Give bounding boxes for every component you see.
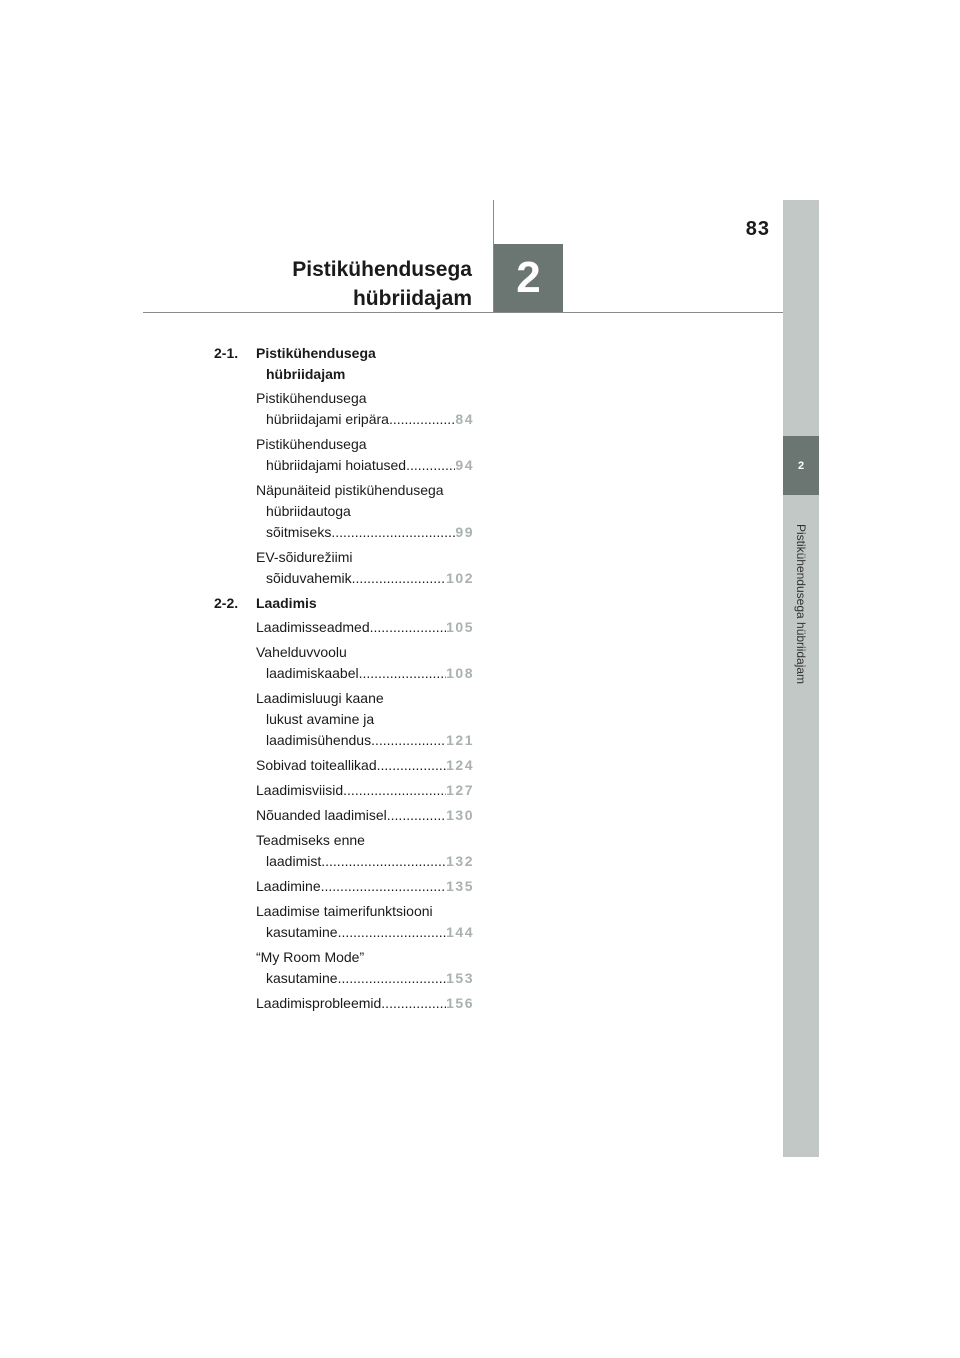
toc-entry[interactable]: [256, 876, 474, 897]
toc-leader-dots: [338, 922, 447, 943]
toc-entry[interactable]: [256, 642, 474, 684]
toc-entry-text: Laadimine: [256, 878, 321, 894]
toc-entry[interactable]: [256, 434, 474, 476]
toc-page-link[interactable]: 153: [446, 970, 474, 986]
toc-entry-line: hübriidautoga: [266, 503, 351, 519]
toc-page-link[interactable]: 124: [446, 757, 474, 773]
toc-entry-text: kasutamine: [266, 970, 338, 986]
page-number: 83: [745, 218, 770, 240]
toc-entry[interactable]: [256, 780, 474, 801]
toc-page-link[interactable]: 99: [455, 524, 474, 540]
toc-entry-text: kasutamine: [266, 924, 338, 940]
toc-entry-line: Laadimisluugi kaane: [256, 690, 384, 706]
toc-entry-leader-line: [256, 617, 474, 638]
toc-entry-leader-line: [256, 568, 474, 589]
toc-page-link[interactable]: 108: [446, 665, 474, 681]
side-tab-label: Pistikühendusega hübriidajam: [794, 523, 808, 685]
toc-entry-text: hübriidajami hoiatused: [266, 457, 407, 473]
toc-page-link[interactable]: 121: [446, 732, 474, 748]
toc-entry-leader-line: [256, 455, 474, 476]
side-tab-number[interactable]: 2: [783, 436, 819, 495]
toc-section: [214, 343, 474, 589]
toc-page-link[interactable]: 102: [446, 570, 474, 586]
toc-leader-dots: [406, 455, 455, 476]
toc-section: [214, 593, 474, 1014]
toc-entry[interactable]: [256, 480, 474, 543]
toc-page-link[interactable]: 132: [446, 853, 474, 869]
toc-leader-dots: [343, 780, 446, 801]
toc-entry-line: Pistikühendusega: [256, 436, 367, 452]
chapter-title-line1: Pistikühendusega: [292, 258, 472, 281]
toc-entry[interactable]: [256, 617, 474, 638]
toc-entry-leader-line: [256, 755, 474, 776]
toc-leader-dots: [352, 568, 447, 589]
toc-entry-text: Laadimisprobleemid: [256, 995, 382, 1011]
toc-leader-dots: [359, 663, 447, 684]
toc-leader-dots: [381, 993, 446, 1014]
toc-leader-dots: [387, 805, 446, 826]
toc-entry[interactable]: [256, 947, 474, 989]
toc-page-link[interactable]: 156: [446, 995, 474, 1011]
toc-entry[interactable]: [256, 993, 474, 1014]
toc-entry-text: laadimisühendus: [266, 732, 372, 748]
toc-entry-leader-line: [256, 968, 474, 989]
toc-entry-line: Laadimise taimerifunktsiooni: [256, 903, 433, 919]
toc-entry-text: laadimist: [266, 853, 322, 869]
toc-section-number: 2-1.: [214, 345, 239, 361]
toc-entry-leader-line: [256, 730, 474, 751]
toc-page-link[interactable]: 130: [446, 807, 474, 823]
header-horizontal-rule: [143, 312, 783, 313]
toc-entry-leader-line: [256, 522, 474, 543]
toc-section-title-cont: hübriidajam: [266, 366, 346, 382]
toc-entry-leader-line: [256, 922, 474, 943]
toc-entry-line: Näpunäiteid pistikühendusega: [256, 482, 444, 498]
toc-section-title: Laadimis: [256, 595, 317, 611]
toc-entry-leader-line: [256, 876, 474, 897]
toc-page-link[interactable]: 127: [446, 782, 474, 798]
toc-leader-dots: [371, 730, 446, 751]
toc-entry-line: Pistikühendusega: [256, 390, 367, 406]
toc-entry[interactable]: [256, 830, 474, 872]
chapter-title: [200, 255, 472, 313]
toc-page-link[interactable]: 105: [446, 619, 474, 635]
toc-entry-text: hübriidajami eripära: [266, 411, 389, 427]
chapter-number-box: 2: [494, 244, 563, 312]
toc-leader-dots: [377, 755, 447, 776]
chapter-title-line2: hübriidajam: [352, 287, 472, 310]
toc-entry-text: Laadimisviisid: [256, 782, 344, 798]
toc-entry-leader-line: [256, 805, 474, 826]
toc-entry-line: “My Room Mode”: [256, 949, 365, 965]
toc-entry-text: sõiduvahemik: [266, 570, 352, 586]
toc-leader-dots: [321, 876, 447, 897]
toc-page-link[interactable]: 94: [455, 457, 474, 473]
toc-entry[interactable]: [256, 805, 474, 826]
toc-entry-leader-line: [256, 409, 474, 430]
toc-leader-dots: [389, 409, 455, 430]
toc-entry-text: Sobivad toiteallikad: [256, 757, 377, 773]
toc-page-link[interactable]: 135: [446, 878, 474, 894]
toc-leader-dots: [370, 617, 447, 638]
toc-entry-leader-line: [256, 780, 474, 801]
toc-section-number: 2-2.: [214, 595, 239, 611]
toc-entry-line: EV-sõidurežiimi: [256, 549, 353, 565]
toc-entry-leader-line: [256, 663, 474, 684]
toc-entry-line: Vahelduvvoolu: [256, 644, 347, 660]
toc-section-heading: [214, 343, 474, 385]
toc-entry[interactable]: [256, 388, 474, 430]
toc-entry-text: laadimiskaabel: [266, 665, 359, 681]
toc-entry-line: Teadmiseks enne: [256, 832, 365, 848]
toc-entry-leader-line: [256, 851, 474, 872]
toc-entry[interactable]: [256, 901, 474, 943]
toc-section-title: Pistikühendusega: [256, 345, 376, 361]
toc-entry[interactable]: [256, 547, 474, 589]
toc-entry-line: lukust avamine ja: [266, 711, 375, 727]
toc-section-heading: [214, 593, 474, 614]
toc-page-link[interactable]: 84: [455, 411, 474, 427]
toc-entry-text: sõitmiseks: [266, 524, 332, 540]
toc-leader-dots: [331, 522, 455, 543]
table-of-contents: [214, 343, 474, 1018]
toc-leader-dots: [338, 968, 447, 989]
toc-page-link[interactable]: 144: [446, 924, 474, 940]
toc-entry-text: Laadimisseadmed: [256, 619, 370, 635]
toc-entry-text: Nõuanded laadimisel: [256, 807, 387, 823]
toc-entry-leader-line: [256, 993, 474, 1014]
toc-leader-dots: [321, 851, 446, 872]
toc-entry[interactable]: [256, 755, 474, 776]
toc-entry[interactable]: [256, 688, 474, 751]
